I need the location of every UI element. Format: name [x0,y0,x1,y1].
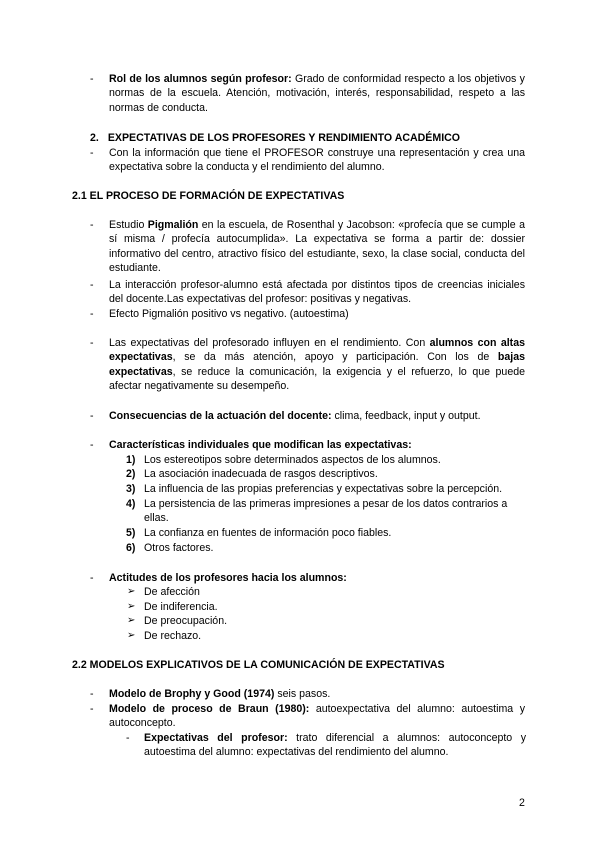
list-item-caracteristicas [90,438,525,452]
rendimiento-t2: , se da más atención, apoyo y participación. Con los de [172,351,498,364]
arrow-item-text: De afección [144,586,200,598]
list-item-interaccion [90,278,525,307]
dash-marker: - [90,703,94,715]
arrow-bullet-icon: ➢ [127,630,136,641]
rendimiento-t1: Las expectativas del profesorado influyen en el rendimiento. Con [109,337,430,349]
item-text: La influencia de las propias preferencias y expectativas sobre la percepción. [144,483,503,495]
list-item-pigmalion [90,218,525,276]
item-number: 1) [126,454,136,466]
dash-marker: - [90,688,94,700]
section-2-title: EXPECTATIVAS DE LOS PROFESORES Y RENDIMIENTO ACADÉMICO [107,132,461,144]
dash-marker: - [90,410,94,422]
dash-marker: - [90,279,94,291]
item-text: Los estereotipos sobre determinados aspectos de los alumnos. [144,454,441,466]
arrow-bullet-icon: ➢ [127,586,136,597]
braun-label: Modelo de proceso de Braun (1980): [109,703,310,715]
pigmalion-text: en la escuela, de Rosenthal y Jacobson: «profecía que se cumple a sí misma / profecía autocumplida». La expectativa se forma a partir de: dossier informativo del centro, atractivo físico del estudiante, sexo, la clase social, conducta del estudiante. [109,219,525,275]
item-number: 3) [126,483,136,495]
item-text: La persistencia de las primeras impresiones a pesar de los datos contrarios a ellas. [144,498,508,525]
section-2-number: 2. [90,132,99,144]
consecuencias-label: Consecuencias de la actuación del docente: [109,410,332,422]
arrow-item-text: De indiferencia. [144,601,218,613]
rendimiento-t3: , se reduce la comunicación, la exigencia y el refuerzo, lo que puede afectar negativamente su desempeño. [109,365,525,393]
list-item-actitudes [90,571,525,585]
item-number: 2) [126,468,136,480]
list-item-consecuencias [90,409,525,423]
dash-marker: - [90,147,94,159]
list-item-rendimiento [90,336,525,394]
arrow-item-text: De preocupación. [144,615,228,627]
dash-marker: - [90,439,94,451]
dash-marker: - [90,337,94,349]
brophy-label: Modelo de Brophy y Good (1974) [109,688,275,700]
page-number: 2 [519,797,525,809]
numbered-item [126,467,526,481]
item-number: 4) [126,498,136,510]
numbered-item [126,482,526,496]
consecuencias-text: clima, feedback, input y output. [331,410,481,422]
informacion-profesor-text: Con la información que tiene el PROFESOR construye una representación y crea una expectativa sobre la conducta y el rendimiento del alumno. [109,147,525,174]
interaccion-text: La interacción profesor-alumno está afectada por distintos tipos de creencias iniciales del docente.Las expectativas del profesor: positivas y negativas. [109,279,525,306]
arrow-bullet-icon: ➢ [127,601,136,612]
expectativas-profesor-text: trato diferencial a alumnos: autoconcepto y autoestima del alumno: expectativas del rendimiento del alumno. [144,732,527,759]
item-number: 6) [126,542,136,554]
rol-alumnos-label: Rol de los alumnos según profesor: [109,73,292,85]
sub-item-expectativas-profesor [126,731,526,760]
pigmalion-pre: Estudio [109,219,148,231]
numbered-item [126,497,526,526]
item-text: La confianza en fuentes de información poco fiables. [144,527,392,539]
arrow-item [127,614,427,628]
dash-marker: - [90,219,94,231]
actitudes-title: Actitudes de los profesores hacia los alumnos: [109,572,347,584]
numbered-item [126,526,526,540]
dash-marker: - [90,308,94,320]
item-text: La asociación inadecuada de rasgos descriptivos. [144,468,378,480]
rendimiento-bajas: bajas expectativas [109,351,525,378]
rendimiento-altas: alumnos con altas expectativas [109,337,525,364]
pigmalion-label: Pigmalión [147,219,199,231]
rol-alumnos-text: Grado de conformidad respecto a los objetivos y normas de la escuela. Atención, motivación, interés, responsabilidad, respeto a las normas de conducta. [109,73,525,114]
braun-text: autoexpectativa del alumno: autoestima y autoconcepto. [109,703,526,730]
list-item-braun [90,702,525,731]
numbered-item [126,453,526,467]
numbered-item [126,541,526,555]
arrow-item [127,600,427,614]
section-2-heading [90,131,460,145]
list-item-informacion-profesor [90,146,525,175]
efecto-text: Efecto Pigmalión positivo vs negativo. (autoestima) [109,308,349,320]
section-2-1-heading: 2.1 EL PROCESO DE FORMACIÓN DE EXPECTATIVAS [72,190,345,202]
caracteristicas-title: Características individuales que modifican las expectativas: [109,439,412,451]
list-item-brophy [90,687,525,701]
dash-marker: - [90,572,94,584]
dash-marker: - [126,732,130,744]
list-item-rol-alumnos [90,72,525,115]
section-2-2-heading: 2.2 MODELOS EXPLICATIVOS DE LA COMUNICACIÓN DE EXPECTATIVAS [72,659,445,671]
arrow-bullet-icon: ➢ [127,615,136,626]
arrow-item-text: De rechazo. [144,630,202,642]
brophy-text: seis pasos. [274,688,331,700]
dash-marker: - [90,73,94,85]
expectativas-profesor-label: Expectativas del profesor: [144,732,288,744]
arrow-item [127,585,427,599]
arrow-item [127,629,427,643]
item-number: 5) [126,527,136,539]
item-text: Otros factores. [144,542,214,554]
list-item-efecto [90,307,525,321]
